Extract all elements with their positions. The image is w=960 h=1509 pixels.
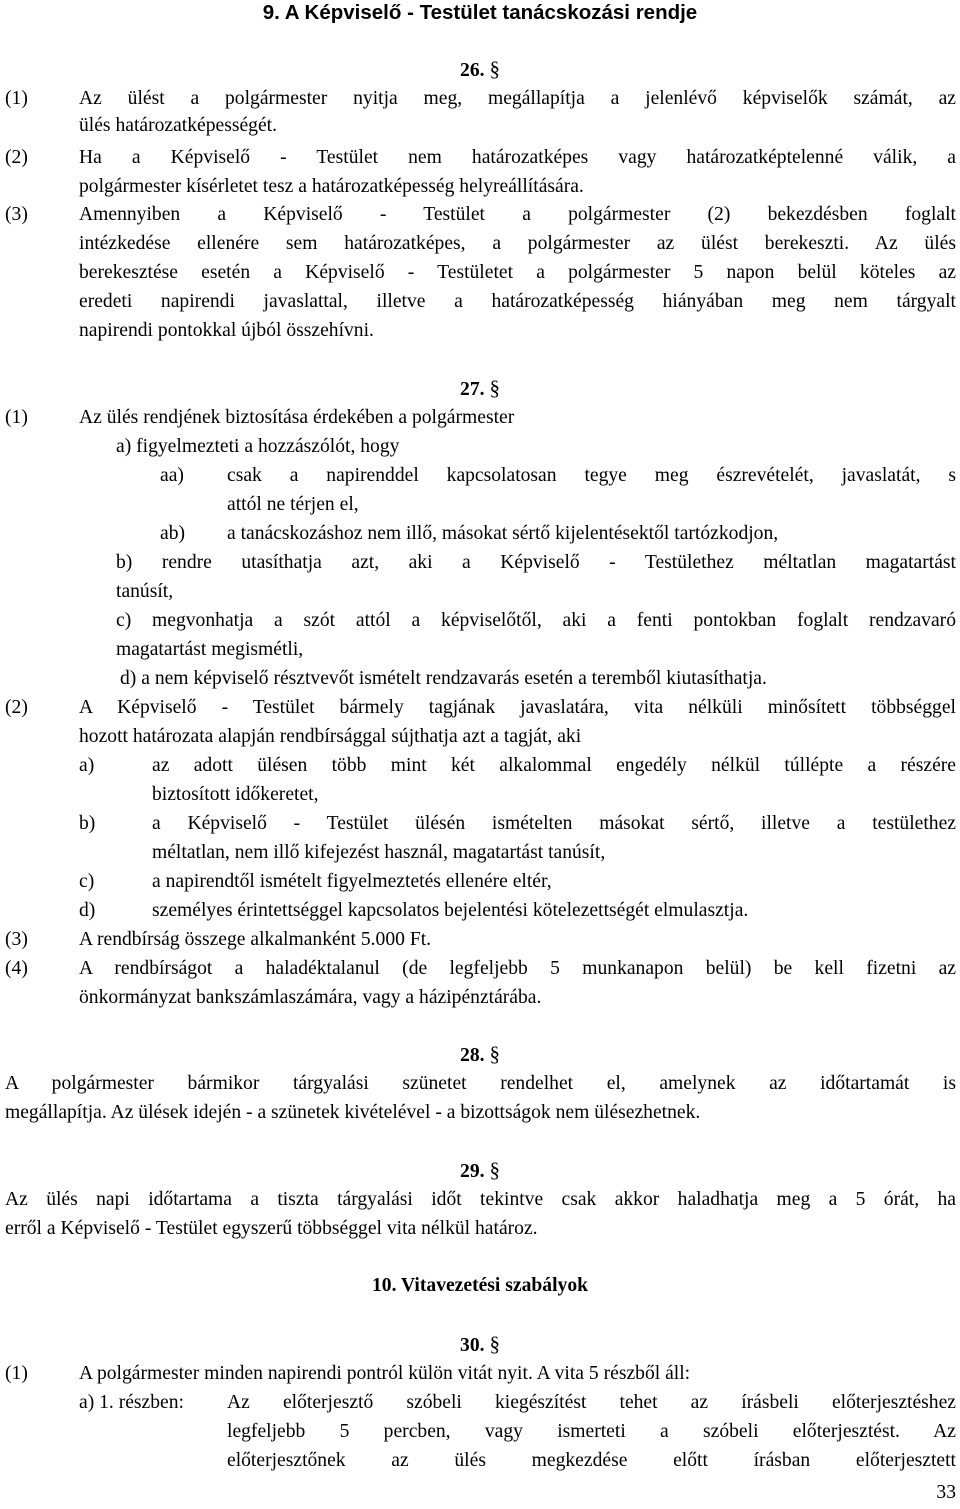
section-29-heading xyxy=(0,1156,960,1186)
section-sign-icon: § xyxy=(489,1158,500,1182)
section-sign-icon: § xyxy=(489,376,500,400)
paragraph-text: A polgármester bármikor tárgyalási szünetet rendelhet el, amelynek az időtartamát is xyxy=(5,1073,956,1094)
paragraph-text: Az ülés rendjének biztosítása érdekében a polgármester xyxy=(79,407,515,428)
list-item-label: a) 1. részben: xyxy=(79,1392,184,1413)
list-item-text: a tanácskozáshoz nem illő, másokat sértő kijelentésektől tartózkodjon, xyxy=(227,523,779,544)
paragraph-text: polgármester kísérletet tesz a határozatképesség helyreállítására. xyxy=(79,176,584,197)
list-item-label: ab) xyxy=(160,523,186,544)
list-item-text: Az előterjesztő szóbeli kiegészítést tehet az írásbeli előterjesztéshez xyxy=(227,1392,956,1413)
list-item-text: csak a napirenddel kapcsolatosan tegye meg észrevételét, javaslatát, s xyxy=(227,465,956,486)
list-item-text: méltatlan, nem illő kifejezést használ, magatartást tanúsít, xyxy=(152,842,606,863)
section-sign-icon: § xyxy=(489,1332,500,1356)
paragraph-text: hozott határozata alapján rendbírsággal sújthatja azt a tagját, aki xyxy=(79,726,582,747)
list-item-label: b) xyxy=(79,813,96,834)
list-item-text: tanúsít, xyxy=(116,581,174,602)
paragraph-number: (2) xyxy=(5,147,28,168)
list-item-text: legfeljebb 5 percben, vagy ismerteti a szóbeli előterjesztést. Az xyxy=(227,1421,956,1442)
list-item-text: b) rendre utasíthatja azt, aki a Képviselő - Testülethez méltatlan magatartást xyxy=(116,552,956,573)
section-number: 30. xyxy=(460,1335,485,1356)
paragraph-text: A polgármester minden napirendi pontról külön vitát nyit. A vita 5 részből áll: xyxy=(79,1363,691,1384)
list-item-text: d) a nem képviselő résztvevőt ismételt rendzavarás esetén a teremből kiutasíthatja. xyxy=(120,668,767,689)
paragraph-text: Az ülést a polgármester nyitja meg, megállapítja a jelenlévő képviselők számát, az xyxy=(79,88,956,109)
paragraph-text: Ha a Képviselő - Testület nem határozatképes vagy határozatképtelenné válik, a xyxy=(79,147,956,168)
paragraph-text: megállapítja. Az ülések idején - a szünetek kivételével - a bizottságok nem ülésezhetnek. xyxy=(5,1102,701,1123)
list-item-text: az adott ülésen több mint két alkalommal engedély nélkül túllépte a részére xyxy=(152,755,956,776)
section-number: 26. xyxy=(460,60,485,81)
section-sign-icon: § xyxy=(489,1042,500,1066)
section-26-heading xyxy=(0,55,960,85)
paragraph-text: A rendbírságot a haladéktalanul (de legfeljebb 5 munkanapon belül) be kell fizetni az xyxy=(79,958,956,979)
paragraph-text: Amennyiben a Képviselő - Testület a polgármester (2) bekezdésben foglalt xyxy=(79,204,956,225)
list-item-text: biztosított időkeretet, xyxy=(152,784,319,805)
paragraph-number: (3) xyxy=(5,204,28,225)
document-title: 9. A Képviselő - Testület tanácskozási rendje xyxy=(262,1,698,24)
paragraph-text: ülés határozatképességét. xyxy=(79,115,278,136)
section-30-heading xyxy=(0,1330,960,1360)
section-sign-icon: § xyxy=(489,57,500,81)
section-number: 29. xyxy=(460,1161,485,1182)
paragraph-number: (1) xyxy=(5,88,28,109)
paragraph-text: eredeti napirendi javaslattal, illetve a határozatképesség hiányában meg nem tárgyalt xyxy=(79,291,956,312)
paragraph-number: (1) xyxy=(5,1363,28,1384)
list-item-label: c) xyxy=(79,871,95,892)
section-number: 27. xyxy=(460,379,485,400)
list-item-text: személyes érintettséggel kapcsolatos bejelentési kötelezettségét elmulasztja. xyxy=(152,900,749,921)
paragraph-text: berekesztése esetén a Képviselő - Testületet a polgármester 5 napon belül köteles az xyxy=(79,262,956,283)
section-27-heading xyxy=(0,374,960,404)
paragraph-number: (2) xyxy=(5,697,28,718)
paragraph-text: intézkedése ellenére sem határozatképes, a polgármester az ülést berekeszti. Az ülés xyxy=(79,233,956,254)
section-28-heading xyxy=(0,1040,960,1070)
list-item-text: magatartást megismétli, xyxy=(116,639,304,660)
list-item-text: előterjesztőnek az ülés megkezdése előtt írásban előterjesztett xyxy=(227,1450,956,1471)
list-item-label: a) xyxy=(79,755,95,776)
list-item-text: c) megvonhatja a szót attól a képviselőtől, aki a fenti pontokban foglalt rendzavaró xyxy=(116,610,956,631)
list-item-text: a) figyelmezteti a hozzászólót, hogy xyxy=(116,436,400,457)
paragraph-number: (4) xyxy=(5,958,28,979)
paragraph-text: A Képviselő - Testület bármely tagjának javaslatára, vita nélküli minősített többséggel xyxy=(79,697,956,718)
paragraph-number: (1) xyxy=(5,407,28,428)
list-item-label: d) xyxy=(79,900,96,921)
list-item-label: aa) xyxy=(160,465,184,486)
list-item-text: attól ne térjen el, xyxy=(227,494,359,515)
paragraph-text: erről a Képviselő - Testület egyszerű többséggel vita nélkül határoz. xyxy=(5,1218,538,1239)
paragraph-text: napirendi pontokkal újból összehívni. xyxy=(79,320,374,341)
chapter-heading: 10. Vitavezetési szabályok xyxy=(371,1275,589,1296)
paragraph-number: (3) xyxy=(5,929,28,950)
paragraph-text: önkormányzat bankszámlaszámára, vagy a házipénztárába. xyxy=(79,987,542,1008)
paragraph-text: Az ülés napi időtartama a tiszta tárgyalási időt tekintve csak akkor haladhatja meg a 5 órát, ha xyxy=(5,1189,956,1210)
page-number: 33 xyxy=(936,1482,956,1503)
section-number: 28. xyxy=(460,1045,485,1066)
list-item-text: a napirendtől ismételt figyelmeztetés ellenére eltér, xyxy=(152,871,552,892)
list-item-text: a Képviselő - Testület ülésén ismételten másokat sértő, illetve a testülethez xyxy=(152,813,956,834)
paragraph-text: A rendbírság összege alkalmanként 5.000 Ft. xyxy=(79,929,432,950)
